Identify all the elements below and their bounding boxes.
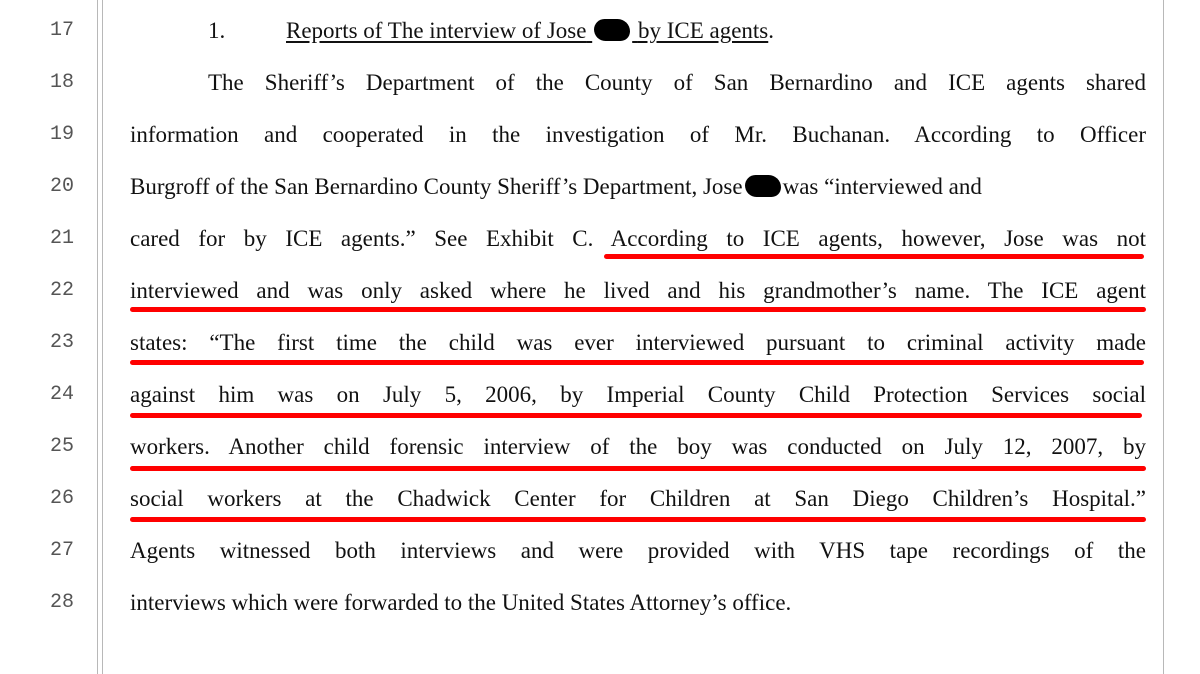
margin-rule-left-inner (102, 0, 103, 674)
section-heading (208, 17, 1108, 45)
line-number: 22 (49, 279, 74, 302)
line-number: 24 (49, 383, 74, 406)
section-title-after: by ICE agents (637, 18, 769, 43)
line-number: 26 (49, 487, 74, 510)
line-number: 25 (49, 435, 74, 458)
body-line-21: cared for by ICE agents.” See Exhibit C. According to ICE agents, however, Jose was not (130, 226, 1146, 251)
line-number: 18 (49, 71, 74, 94)
section-title-before: Reports of The interview of Jose (286, 18, 587, 43)
section-title-period: . (768, 18, 774, 43)
margin-rule-right (1163, 0, 1164, 674)
body-line-26: social workers at the Chadwick Center for Children at San Diego Children’s Hospital.” (130, 486, 1146, 511)
body-line-28: interviews which were forwarded to the United States Attorney’s office. (130, 590, 792, 615)
line-number: 28 (49, 591, 74, 614)
section-title (286, 18, 768, 43)
body-line-20 (130, 173, 1146, 201)
highlight-underline (130, 307, 1146, 312)
highlight-underline (130, 517, 1146, 522)
line-number: 20 (49, 175, 74, 198)
body-line-25: workers. Another child forensic interview of the boy was conducted on July 12, 2007, by (130, 434, 1146, 459)
redaction-mark (594, 19, 630, 41)
body-line-22: interviewed and was only asked where he lived and his grandmother’s name. The ICE agent (130, 278, 1146, 303)
highlight-underline (130, 413, 1142, 418)
body-line-19: information and cooperated in the investigation of Mr. Buchanan. According to Officer (130, 122, 1146, 147)
section-number: 1. (208, 18, 226, 43)
highlight-underline (130, 466, 1146, 471)
line-number: 27 (49, 539, 74, 562)
body-line-20-before: Burgroff of the San Bernardino County Sheriff’s Department, Jose (130, 174, 743, 199)
margin-rule-left-outer (97, 0, 98, 674)
redaction-mark (745, 175, 781, 197)
body-line-23: states: “The first time the child was ever interviewed pursuant to criminal activity made (130, 330, 1146, 355)
body-line-18: The Sheriff’s Department of the County of San Bernardino and ICE agents shared (208, 70, 1146, 95)
body-line-20-after: was “interviewed and (782, 174, 982, 199)
highlight-underline (604, 254, 1144, 259)
highlight-underline (130, 360, 1144, 365)
line-number: 17 (49, 19, 74, 42)
line-number: 23 (49, 331, 74, 354)
body-line-24: against him was on July 5, 2006, by Imperial County Child Protection Services social (130, 382, 1146, 407)
body-line-27: Agents witnessed both interviews and were provided with VHS tape recordings of the (130, 538, 1146, 563)
line-number: 19 (49, 123, 74, 146)
line-number: 21 (49, 227, 74, 250)
